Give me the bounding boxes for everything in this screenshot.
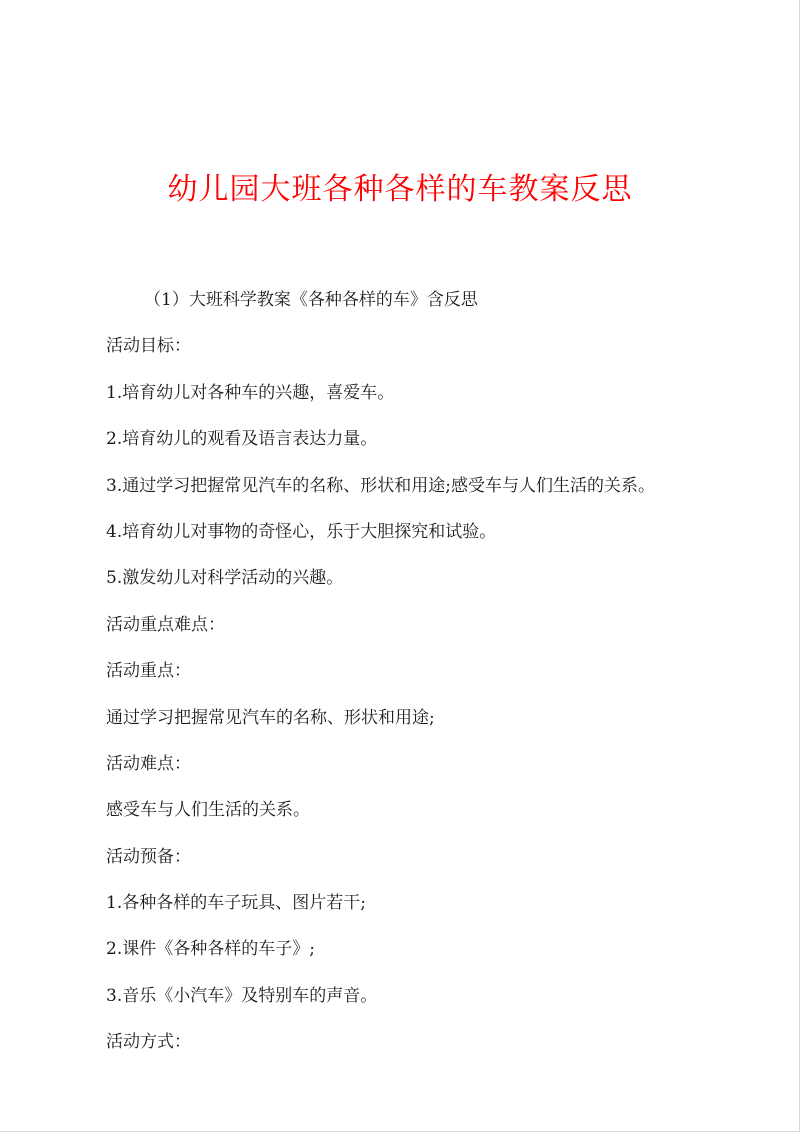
paragraph-line: 3.通过学习把握常见汽车的名称、形状和用途;感受车与人们生活的关系。 [106,475,655,496]
paragraph-line: 1.培育幼儿对各种车的兴趣，喜爱车。 [106,382,395,403]
document-body [106,286,726,1075]
paragraph-line: 活动重点难点： [106,614,225,635]
paragraph-line: 活动预备： [106,846,191,867]
paragraph-line: 4.培育幼儿对事物的奇怪心，乐于大胆探究和试验。 [106,521,497,542]
paragraph-line: 感受车与人们生活的关系。 [106,800,310,821]
paragraph-line: 活动重点： [106,661,191,682]
paragraph-line: 活动方式： [106,1032,191,1053]
paragraph-line: 5.激发幼儿对科学活动的兴趣。 [106,568,344,589]
paragraph-line: 2.培育幼儿的观看及语言表达力量。 [106,429,378,450]
paragraph-line: 通过学习把握常见汽车的名称、形状和用途; [106,707,435,728]
paragraph-line: 活动目标： [106,336,191,357]
paragraph-line: 1.各种各样的车子玩具、图片若干; [106,893,366,914]
paragraph-line: 3.音乐《小汽车》及特别车的声音。 [106,985,378,1006]
paragraph-line: 2.课件《各种各样的车子》; [106,939,315,960]
paragraph-line: 活动难点： [106,753,191,774]
document-title: 幼儿园大班各种各样的车教案反思 [167,172,633,207]
section-heading: （1）大班科学教案《各种各样的车》含反思 [144,290,478,310]
